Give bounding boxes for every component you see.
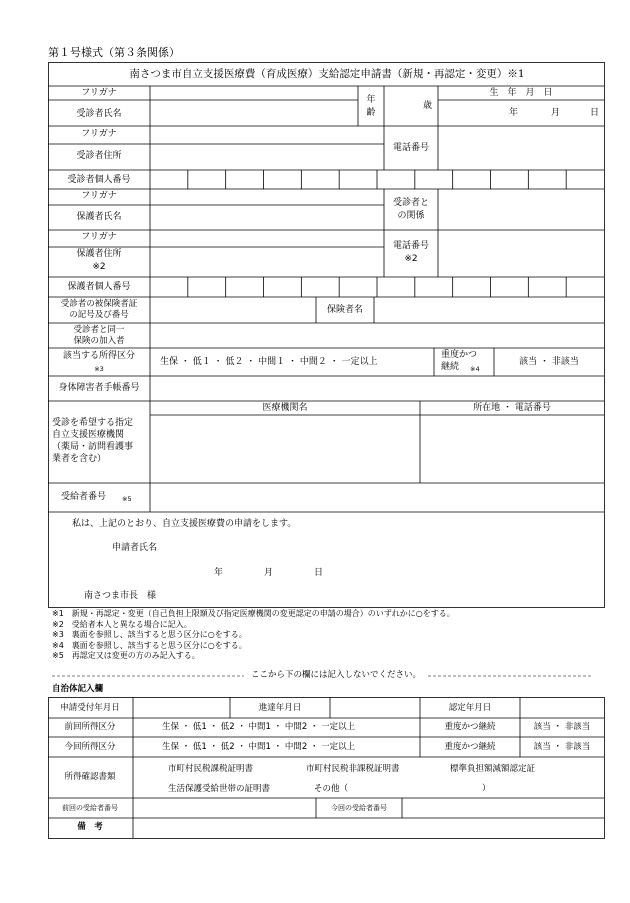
note-5: ※5 再認定又は変更の方のみ記入する。 <box>52 651 200 661</box>
severe-label-1: 重度かつ <box>441 350 478 360</box>
note-2: ※2 受給者本人と異なる場合に記入。 <box>52 619 192 629</box>
insurer-label: 保険者名 <box>326 305 364 315</box>
same-insurance-label-2: 保険の加入者 <box>73 336 125 346</box>
disability-label: 身体障害者手帳番号 <box>58 383 140 393</box>
date-day: 日 <box>314 568 324 578</box>
birth-month-unit: 月 <box>551 108 561 118</box>
municipal-header: 自治体記入欄 <box>52 684 104 694</box>
recipient-field[interactable] <box>150 483 604 512</box>
income-label: 該当する所得区分 <box>62 351 136 361</box>
declaration-text: 私は、上記のとおり、自立支援医療費の申請をします。 <box>72 519 297 529</box>
date-year: 年 <box>214 568 224 578</box>
disability-field[interactable] <box>150 376 604 401</box>
guardian-mynumber-boxes[interactable] <box>150 277 604 297</box>
patient-phone-field[interactable] <box>438 126 604 170</box>
guardian-address-label: 保護者住所 <box>76 249 122 259</box>
birth-day-unit: 日 <box>590 108 600 118</box>
insurance-card-field[interactable] <box>150 297 316 323</box>
age-unit: 歳 <box>423 101 433 111</box>
note-3: ※3 裏面を参照し、該当すると思う区分に○をする。 <box>52 630 247 640</box>
doc-other-close: ） <box>482 784 491 794</box>
form-label: 第１号様式（第３条関係） <box>48 46 180 59</box>
age-label-1: 年 <box>366 95 376 105</box>
same-insurance-field[interactable] <box>150 323 604 348</box>
income-options[interactable]: 生保 ・ 低１ ・ 低２ ・ 中間１ ・ 中間２ ・ 一定以上 <box>160 357 378 367</box>
severe-note: ※4 <box>470 365 480 373</box>
prev-severe-options: 該当 ・ 非該当 <box>533 722 591 732</box>
note-1: ※1 新規・再認定・変更（自己負担上限額及び指定医療機関の変更認定の申請の場合）のいずれかに○をする。 <box>52 609 455 618</box>
birth-label: 生 年 月 日 <box>489 88 553 98</box>
guardian-relation-field[interactable] <box>438 189 604 230</box>
patient-furigana-field[interactable] <box>150 86 358 100</box>
guardian-furigana-field[interactable] <box>150 189 384 205</box>
patient-furigana-label: フリガナ <box>81 88 117 98</box>
prev-income-options: 生保 ・ 低1 ・ 低2 ・ 中間1 ・ 中間2 ・ 一定以上 <box>162 722 356 732</box>
doc-other: その他（ <box>314 784 349 794</box>
institution-label-2: 自立支援医療機関 <box>52 430 125 440</box>
prev-recipient-label: 前回の受給者番号 <box>62 804 118 812</box>
same-insurance-label-1: 受診者と同一 <box>73 325 125 335</box>
curr-income-label: 今回所得区分 <box>64 742 116 752</box>
insurance-card-label-2: の記号及び番号 <box>69 310 129 320</box>
doc-reduction: 標準負担額減額認定証 <box>450 764 536 774</box>
guardian-phone-field[interactable] <box>438 230 604 277</box>
certified-date-label: 認定年月日 <box>448 703 492 713</box>
age-label-2: 齢 <box>366 108 376 118</box>
severe-options[interactable]: 該当 ・ 非該当 <box>519 357 579 367</box>
birth-date-field[interactable] <box>438 100 604 126</box>
note-4: ※4 裏面を参照し、該当すると思う区分に○をする。 <box>52 640 247 650</box>
applicant-name-field[interactable] <box>170 538 470 556</box>
guardian-address-field[interactable] <box>150 247 384 277</box>
guardian-address-note: ※2 <box>92 262 106 272</box>
curr-income-options: 生保 ・ 低1 ・ 低2 ・ 中間1 ・ 中間2 ・ 一定以上 <box>162 742 356 752</box>
addressee: 南さつま市長 様 <box>84 591 157 601</box>
patient-name-field[interactable] <box>150 100 358 126</box>
institution-label-4: 業者を含む） <box>52 454 107 464</box>
patient-mynumber-boxes[interactable] <box>150 170 604 189</box>
recipient-note: ※5 <box>122 495 132 503</box>
guardian-furigana-label: フリガナ <box>81 191 117 201</box>
insurer-field[interactable] <box>374 297 604 323</box>
guardian-relation-label-1: 受診者と <box>392 198 430 208</box>
insurance-card-label-1: 受診者の被保険者証 <box>60 299 138 309</box>
guardian-relation-label-2: の関係 <box>397 211 425 221</box>
guardian-mynumber-label: 保護者個人番号 <box>67 282 131 292</box>
guardian-phone-note: ※2 <box>404 254 418 264</box>
institution-name-header: 医療機関名 <box>262 403 308 413</box>
guardian-name-label: 保護者氏名 <box>76 212 122 222</box>
progress-date-label: 進達年月日 <box>258 703 302 713</box>
income-note: ※3 <box>94 365 104 373</box>
applicant-label: 申請者氏名 <box>112 543 158 553</box>
patient-address-label: 受診者住所 <box>76 151 122 161</box>
institution-address-field[interactable] <box>420 415 604 483</box>
curr-severe-options: 該当 ・ 非該当 <box>533 742 591 752</box>
guardian-addr-furigana-field[interactable] <box>150 230 384 247</box>
guardian-phone-label: 電話番号 <box>392 241 430 251</box>
prev-income-label: 前回所得区分 <box>64 722 116 732</box>
curr-recipient-label: 今回の受給者番号 <box>331 804 387 812</box>
guardian-addr-furigana-label: フリガナ <box>81 232 117 242</box>
patient-mynumber-label: 受診者個人番号 <box>67 175 131 185</box>
institution-address-header: 所在地 ・ 電話番号 <box>473 403 551 413</box>
severe-label-2: 継続 <box>441 362 460 372</box>
patient-phone-label: 電話番号 <box>392 143 430 153</box>
cut-line-text: ここから下の欄には記入しないでください。 <box>250 670 422 680</box>
docs-label: 所得確認書類 <box>64 772 116 782</box>
recipient-label: 受給者番号 <box>61 492 107 502</box>
institution-name-field[interactable] <box>150 415 420 483</box>
received-date-label: 申請受付年月日 <box>60 703 120 713</box>
date-month: 月 <box>264 568 274 578</box>
institution-label-1: 受診を希望する指定 <box>52 418 134 428</box>
prev-severe-label: 重度かつ継続 <box>444 722 496 732</box>
curr-severe-label: 重度かつ継続 <box>444 742 496 752</box>
guardian-name-field[interactable] <box>150 205 384 230</box>
doc-taxed: 市町村民税課税証明書 <box>168 764 254 774</box>
form-title: 南さつま市自立支援医療費（育成医療）支給認定申請書（新規・再認定・変更）※1 <box>129 68 525 80</box>
notes <box>52 609 455 662</box>
patient-addr-furigana-field[interactable] <box>150 126 384 144</box>
patient-addr-furigana-label: フリガナ <box>81 129 117 139</box>
doc-welfare: 生活保護受給世帯の証明書 <box>168 784 271 794</box>
birth-year-unit: 年 <box>509 108 519 118</box>
remarks-label: 備 考 <box>77 822 103 832</box>
doc-nontaxed: 市町村民税非課税証明書 <box>306 764 400 774</box>
patient-name-label: 受診者氏名 <box>76 109 122 119</box>
patient-address-field[interactable] <box>150 144 384 170</box>
institution-label-3: （薬局・訪問看護事 <box>52 442 134 452</box>
